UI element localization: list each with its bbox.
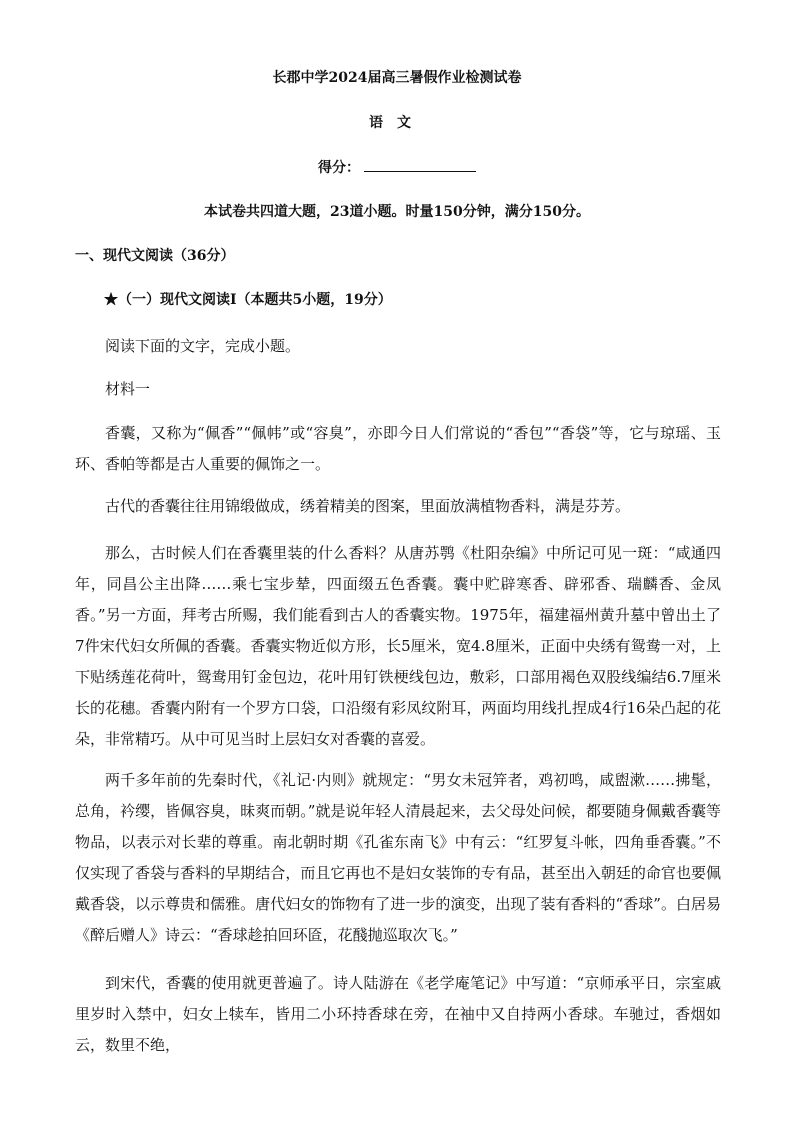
material-label: 材料一	[105, 380, 151, 398]
paragraph: 两千多年前的先秦时代，《礼记·内则》就规定：“男女未冠笄者，鸡初鸣，咸盥漱……拂髦，总角，衿缨，皆佩容臭，昧爽而朝。”就是说年轻人清晨起来，去父母处问候，都要随身佩戴香囊等物品，以表示对长辈的尊重。南北朝时期《孔雀东南飞》中有云：“红罗复斗帐，四角垂香囊。”不仅实现了香袋与香料的早期结合，而且它再也不是妇女装饰的专有品，甚至出入朝廷的命官也要佩戴香袋，以示尊贵和儒雅。唐代妇女的饰物有了进一步的演变，出现了装有香料的“香球”。白居易《醉后赠人》诗云：“香球趁拍回环匼，花醆抛巡取次飞。”	[75, 771, 721, 944]
paragraph: 古代的香囊往往用锦缎做成，绣着精美的图案，里面放满植物香料，满是芬芳。	[105, 497, 631, 515]
score-line	[0, 157, 794, 178]
subsection-heading: ★（一）现代文阅读Ⅰ（本题共5小题，19分）	[104, 292, 392, 308]
exam-title: 长郡中学2024届高三暑假作业检测试卷	[272, 70, 522, 86]
paragraph: 那么，古时候人们在香囊里装的什么香料？从唐苏鹗《杜阳杂编》中所记可见一斑：“咸通四年，同昌公主出降……乘七宝步辇，四面缀五色香囊。囊中贮辟寒香、辟邪香、瑞麟香、金凤香。”另一方面，拜考古所赐，我们能看到古人的香囊实物。1975年，福建福州黄升墓中曾出土了7件宋代妇女所佩的香囊。香囊实物近似方形，长5厘米，宽4.8厘米，正面中央绣有鸳鸯一对，上下贴绣莲花荷叶，鸳鸯用钉金包边，花叶用钉铁梗线包边，敷彩，口部用褐色双股线编结6.7厘米长的花穗。香囊内附有一个罗方口袋，口沿缀有彩凤纹附耳，两面均用线扎捏成4行16朵凸起的花朵，非常精巧。从中可见当时上层妇女对香囊的喜爱。	[75, 544, 721, 748]
paragraph: 到宋代，香囊的使用就更普遍了。诗人陆游在《老学庵笔记》中写道：“京师承平日，宗室戚里岁时入禁中，妇女上犊车，皆用二小环持香球在旁，在袖中又自持两小香球。车驰过，香烟如云，数里不绝，	[75, 974, 721, 1054]
score-label: 得分：	[318, 160, 360, 176]
section-heading: 一、现代文阅读（36分）	[75, 248, 235, 264]
paragraph: 香囊，又称为“佩香”“佩帏”或“容臭”，亦即今日人们常说的“香包”“香袋”等，它与琼瑶、玉环、香帕等都是古人重要的佩饰之一。	[75, 424, 721, 473]
instruction-text: 阅读下面的文字，完成小题。	[105, 337, 301, 355]
subject-label: 语文	[369, 115, 425, 131]
exam-note: 本试卷共四道大题，23道小题。时量150分钟，满分150分。	[204, 204, 590, 220]
score-blank	[364, 157, 476, 172]
